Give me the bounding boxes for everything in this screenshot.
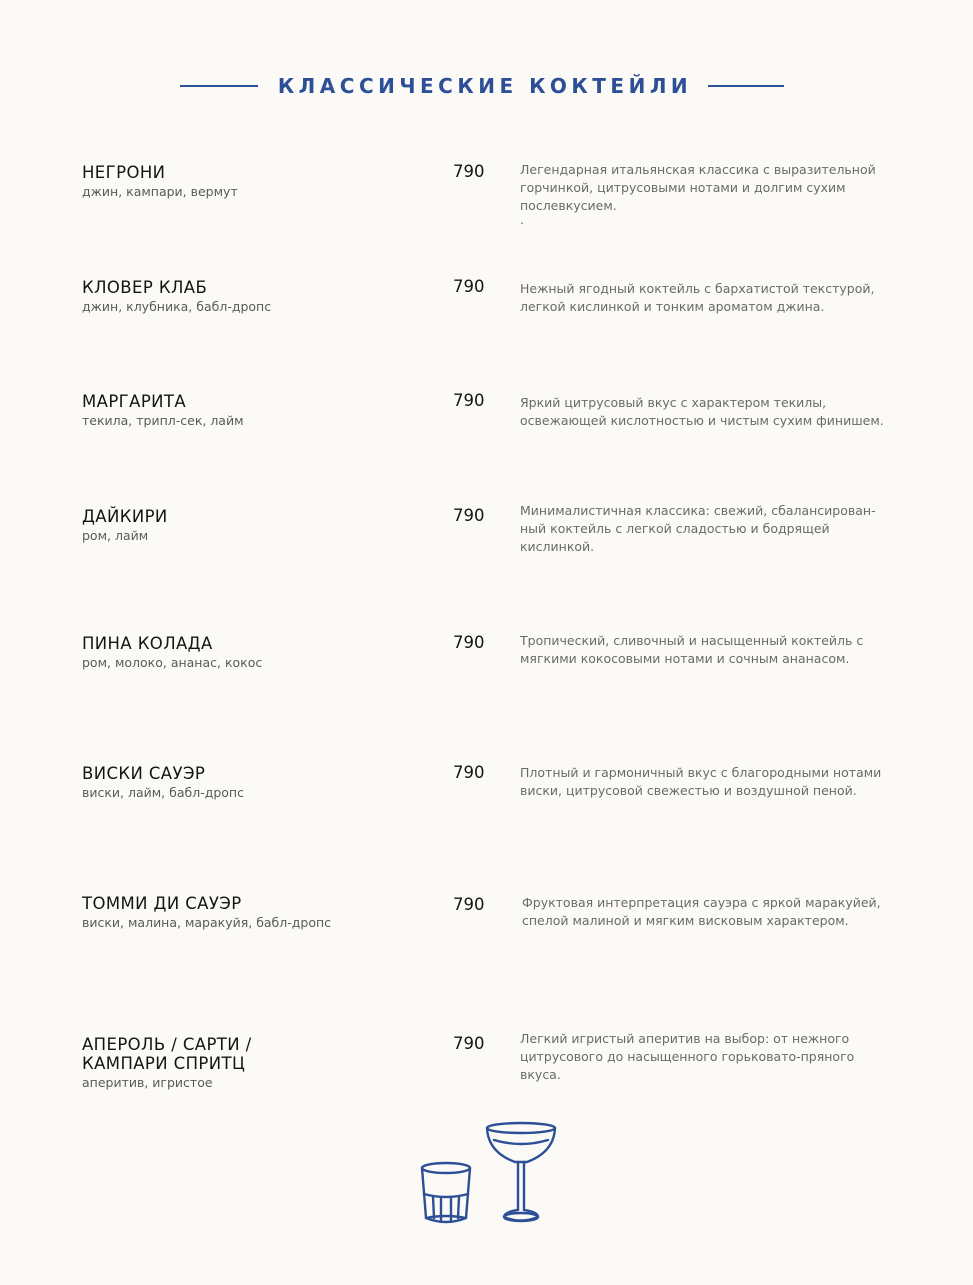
item-price: 790 (453, 1034, 485, 1053)
item-name (82, 507, 382, 526)
description-line: горчинкой, цитрусовыми нотами и долгим сухим (520, 180, 846, 195)
item-price: 790 (453, 162, 485, 181)
item-ingredients: виски, малина, маракуйя, бабл-дропс (82, 915, 332, 930)
header-rule-left (180, 85, 258, 87)
item-ingredients: аперитив, игристое (82, 1075, 213, 1090)
description-line: Легкий игристый аперитив на выбор: от нежного (520, 1031, 850, 1046)
item-name-line: КЛОВЕР КЛАБ (82, 278, 208, 297)
item-name (82, 1035, 382, 1073)
item-description (520, 764, 900, 800)
item-ingredients: текила, трипл-сек, лайм (82, 413, 244, 428)
item-description (520, 394, 900, 430)
item-name (82, 163, 382, 182)
item-name-line: МАРГАРИТА (82, 392, 187, 411)
item-name (82, 764, 382, 783)
item-ingredients: ром, молоко, ананас, кокос (82, 655, 263, 670)
description-line: цитрусового до насыщенного горьковато-пряного (520, 1049, 855, 1064)
description-line: Яркий цитрусовый вкус с характером текилы, (520, 395, 827, 410)
description-line: кислинкой. (520, 539, 595, 554)
item-ingredients: джин, кампари, вермут (82, 184, 238, 199)
description-line: . (520, 212, 524, 227)
item-name (82, 634, 382, 653)
item-name-line: КАМПАРИ СПРИТЦ (82, 1054, 246, 1073)
description-line: Минималистичная классика: свежий, сбалансирован- (520, 503, 876, 518)
description-line: Тропический, сливочный и насыщенный коктейль с (520, 633, 864, 648)
description-line: мягкими кокосовыми нотами и сочным ананасом. (520, 651, 850, 666)
item-name-line: ДАЙКИРИ (82, 507, 168, 526)
item-name (82, 392, 382, 411)
glasses-illustration (412, 1118, 562, 1228)
item-ingredients: ром, лайм (82, 528, 149, 543)
item-price: 790 (453, 763, 485, 782)
description-line: вкуса. (520, 1067, 561, 1082)
coupe-glass-icon (487, 1123, 555, 1221)
item-description (520, 632, 900, 668)
item-ingredients: джин, клубника, бабл-дропс (82, 299, 272, 314)
item-name-line: ПИНА КОЛАДА (82, 634, 213, 653)
rocks-glass-icon (422, 1163, 470, 1222)
description-line: ный коктейль с легкой сладостью и бодрящей (520, 521, 830, 536)
item-price: 790 (453, 633, 485, 652)
page-title: КЛАССИЧЕСКИЕ КОКТЕЙЛИ (277, 74, 693, 98)
item-description (520, 1030, 900, 1084)
item-description (520, 502, 900, 556)
description-line: послевкусием. (520, 198, 617, 213)
item-description (520, 161, 900, 225)
menu-header (0, 70, 973, 102)
item-price: 790 (453, 391, 485, 410)
item-name-line: ВИСКИ САУЭР (82, 764, 206, 783)
item-description (522, 894, 902, 930)
item-name (82, 894, 382, 913)
item-price: 790 (453, 277, 485, 296)
item-name-line: АПЕРОЛЬ / САРТИ / (82, 1035, 252, 1054)
item-name-line: НЕГРОНИ (82, 163, 166, 182)
item-description (520, 280, 900, 316)
description-line: освежающей кислотностью и чистым сухим финишем. (520, 413, 884, 428)
item-price: 790 (453, 506, 485, 525)
description-line: виски, цитрусовой свежестью и воздушной пеной. (520, 783, 857, 798)
item-name-line: ТОММИ ДИ САУЭР (82, 894, 242, 913)
description-line: Легендарная итальянская классика с выразительной (520, 162, 876, 177)
item-price: 790 (453, 895, 485, 914)
description-line: Плотный и гармоничный вкус с благородными нотами (520, 765, 882, 780)
header-rule-right (708, 85, 784, 87)
item-name (82, 278, 382, 297)
description-line: Нежный ягодный коктейль с бархатистой текстурой, (520, 281, 875, 296)
description-line: Фруктовая интерпретация сауэра с яркой маракуйей, (522, 895, 881, 910)
description-line: легкой кислинкой и тонким ароматом джина. (520, 299, 825, 314)
item-ingredients: виски, лайм, бабл-дропс (82, 785, 244, 800)
description-line: спелой малиной и мягким висковым характером. (522, 913, 849, 928)
